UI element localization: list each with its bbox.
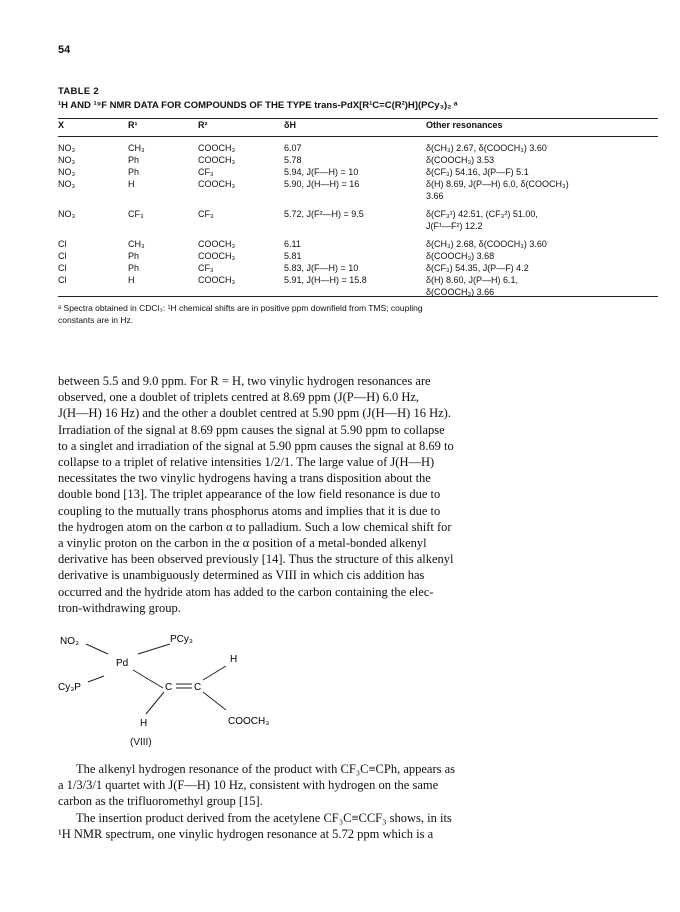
cell-other-resonances: δ(CF₃) 54.16, J(P—F) 5.1 [426,167,529,177]
text-line: between 5.5 and 9.0 ppm. For R = H, two vinylic hydrogen resonances are [58,374,431,388]
table-row [58,154,658,166]
bond-pd-c [133,670,163,688]
cell-r2: COOCH₃ [198,143,236,153]
atom-c1: C [165,682,173,693]
header-delta-h: δH [284,120,296,130]
cell-delta-h: 5.78 [284,155,302,165]
cell-other-resonances: δ(H) 8.60, J(P—H) 6.1, [426,275,519,285]
text-line: necessitates the two vinylic hydrogens having a trans disposition about the [58,471,431,486]
atom-h-bottom: H [140,718,148,729]
bond-pd-cy3p [88,676,104,682]
structure-viii-diagram [58,630,338,750]
cell-other-resonances: δ(COOCH₃) 3.53 [426,155,495,165]
cell-other-resonances: δ(CF₃¹) 42.51, (CF₃²) 51.00, [426,209,538,219]
cell-delta-h: 6.07 [284,143,302,153]
text-line: the hydrogen atom on the carbon α to palladium. Such a low chemical shift for [58,519,452,534]
cell-delta-h: 5.94, J(F—H) = 10 [284,167,359,177]
cell-r1: Ph [128,167,140,177]
body-text-bottom [58,761,658,842]
cell-delta-h: 5.72, J(F²—H) = 9.5 [284,209,364,219]
table-row [58,250,658,262]
cell-r2: COOCH₃ [198,275,236,285]
cell-delta-h: 6.11 [284,239,301,249]
cell-r1: H [128,179,135,189]
cell-r2: COOCH₃ [198,251,236,261]
cell-x: NO₃ [58,167,76,177]
cell-other-resonances: δ(CH₃) 2.68, δ(COOCH₃) 3.60 [426,239,547,249]
cell-r2: COOCH₃ [198,179,236,189]
cell-r1: Ph [128,263,140,273]
text-line: The insertion product derived from the acetylene CF₃C≡CCF₃ shows, in its [76,810,452,825]
table-title: ¹H AND ¹⁹F NMR DATA FOR COMPOUNDS OF THE TYPE trans-PdX[R¹C=C(R²)H](PCy₃)₂ ᵃ [58,100,458,111]
text-line: J(H—H) 16 Hz) and the other a doublet centred at 5.90 ppm (J(H—H) 16 Hz). [58,406,451,421]
text-line: collapse to a triplet of relative intensities 1/2/1. The large value of J(H—H) [58,455,435,470]
body-text-top [58,373,658,616]
cell-delta-h: 5.91, J(H—H) = 15.8 [284,275,367,285]
table-body [58,142,658,298]
text-line: tron-withdrawing group. [58,600,181,615]
text-line: double bond [13]. The triplet appearance of the low field resonance is due to [58,487,441,502]
cell-other-resonances: δ(CH₃) 2.67, δ(COOCH₃) 3.60 [426,143,547,153]
cell-r1: Ph [128,251,140,261]
cell-other-resonances: δ(COOCH₃) 3.68 [426,251,495,261]
bond-no3-pd [86,644,108,654]
cell-r2: COOCH₃ [198,155,236,165]
table-row [58,142,658,154]
table-row [58,238,658,250]
table-header-row [58,120,658,136]
cell-r1: CF₃ [128,209,144,219]
table-row [58,274,658,286]
cell-r2: COOCH₃ [198,239,236,249]
table-bottom-rule [58,296,658,297]
cell-x: Cl [58,263,67,273]
bond-c-h-lower [146,692,164,714]
text-line: a 1/3/3/1 quartet with J(F—H) 10 Hz, consistent with hydrogen on the same [58,778,439,793]
bond-c-cooch3 [203,692,226,710]
header-other-resonances: Other resonances [426,120,503,130]
atom-pcy3: PCy₃ [170,634,193,645]
atom-cooch3: COOCH₃ [228,716,270,727]
cell-r2: CF₃ [198,263,214,273]
cell-r1: Ph [128,155,140,165]
compound-label: (VIII) [130,737,152,748]
cell-x: Cl [58,239,67,249]
text-line: The alkenyl hydrogen resonance of the product with CF₃C≡CPh, appears as [76,762,456,776]
atom-cy3p: Cy₃P [58,682,81,693]
text-line: derivative is unambiguously determined as VIII in which cis addition has [58,568,425,583]
text-line: carbon as the trifluoromethyl group [15]. [58,794,263,809]
cell-r1: CH₃ [128,143,145,153]
table-row [58,208,658,220]
atom-c2: C [194,682,202,693]
table-row [58,166,658,178]
header-x: X [58,120,65,130]
cell-r1: CH₃ [128,239,145,249]
text-line: coupling to the mutually trans phosphorus atoms and implies that it is due to [58,503,441,518]
atom-h-top: H [230,654,238,665]
cell-delta-h: 5.81 [284,251,302,261]
cell-other-resonances: δ(H) 8.69, J(P—H) 6.0, δ(COOCH₃) [426,179,569,189]
table-row [58,178,658,190]
atom-pd: Pd [116,658,129,669]
footnote-line: ᵃ Spectra obtained in CDCl₃: ¹H chemical shifts are in positive ppm downfield from TMS; coupling [58,303,423,313]
table-row [58,190,658,202]
cell-other-resonances: 3.66 [426,191,444,201]
cell-r1: H [128,275,135,285]
page-number: 54 [58,44,71,56]
cell-x: NO₃ [58,209,76,219]
table-row [58,220,658,232]
cell-delta-h: 5.83, J(F—H) = 10 [284,263,359,273]
cell-r2: CF₃ [198,209,214,219]
text-line: derivative has been observed previously [14]. Thus the structure of this alkenyl [58,552,454,567]
table-footnote [58,302,658,326]
bond-c-h [203,666,226,680]
cell-other-resonances: δ(CF₃) 54.35, J(P—F) 4.2 [426,263,529,273]
cell-other-resonances: J(F¹—F²) 12.2 [426,221,483,231]
atom-no3: NO₃ [60,636,80,647]
table-row [58,262,658,274]
cell-x: NO₃ [58,179,76,189]
header-r2: R² [198,120,208,130]
text-line: a vinylic proton on the carbon in the α position of a metal-bonded alkenyl [58,536,427,551]
cell-x: Cl [58,251,67,261]
cell-x: Cl [58,275,67,285]
text-line: ¹H NMR spectrum, one vinylic hydrogen resonance at 5.72 ppm which is a [58,826,434,841]
text-line: to a singlet and irradiation of the signal at 5.90 ppm causes the signal at 8.69 to [58,438,454,453]
cell-other-resonances: δ(COOCH₃) 3.66 [426,287,495,297]
cell-x: NO₃ [58,155,76,165]
table-top-rule [58,118,658,119]
cell-x: NO₃ [58,143,76,153]
cell-delta-h: 5.90, J(H—H) = 16 [284,179,360,189]
table-caption: TABLE 2 [58,86,99,97]
cell-r2: CF₃ [198,167,214,177]
text-line: observed, one a doublet of triplets centred at 8.69 ppm (J(P—H) 6.0 Hz, [58,390,420,405]
nmr-data-table [58,120,658,298]
text-line: occurred and the hydride atom has added to the carbon containing the elec- [58,584,434,599]
footnote-line: constants are in Hz. [58,315,134,325]
header-r1: R¹ [128,120,138,130]
text-line: Irradiation of the signal at 8.69 ppm causes the signal at 5.90 ppm to collapse [58,422,445,437]
bond-pd-pcy3 [138,644,170,654]
